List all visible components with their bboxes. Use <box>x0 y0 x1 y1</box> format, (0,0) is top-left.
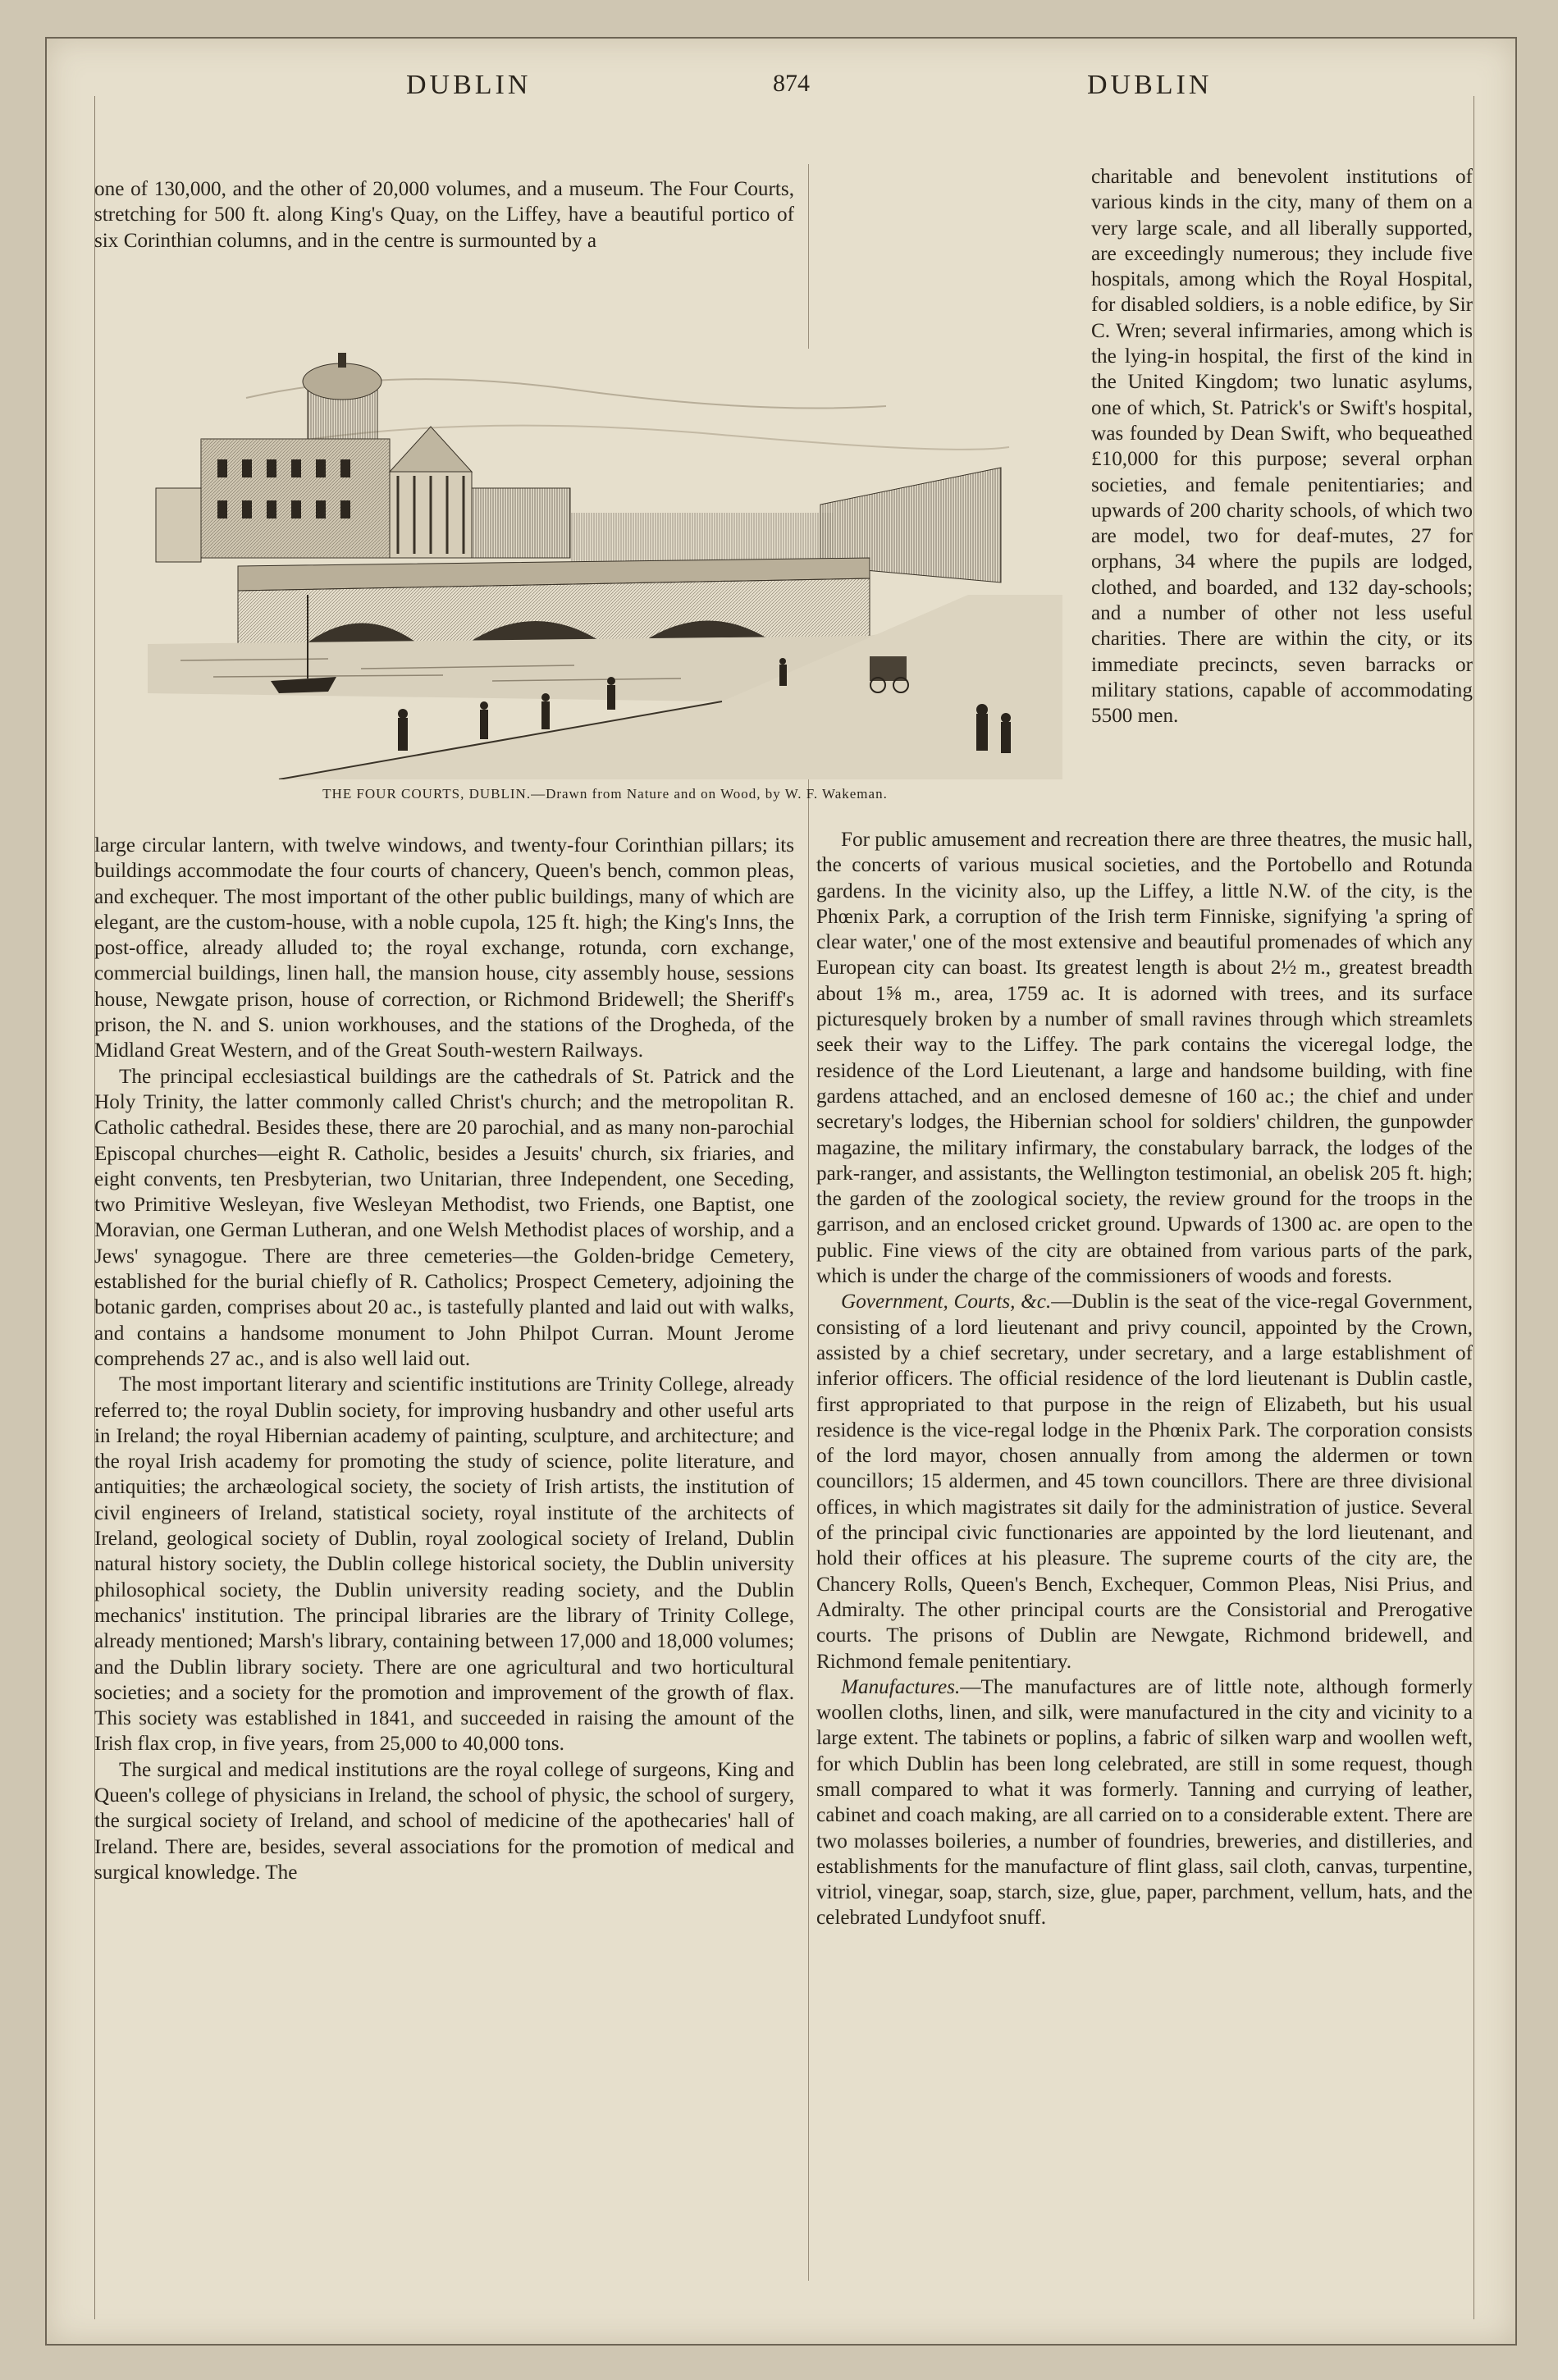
left-paragraph-4: The surgical and medical institutions are the royal college of surgeons, King and Queen's college of physicians in Ireland, the school of physic, the school of surgery, the surgical society of Ireland, and school of medicine of the apothecaries' hall of Ireland. There are, besides, several associations for the promotion of medical and surgical knowledge. The <box>94 1758 794 1884</box>
running-header <box>123 70 1452 127</box>
right-paragraph-2 <box>816 1289 1473 1674</box>
left-column-main <box>94 833 794 2293</box>
caption-title: THE FOUR COURTS, DUBLIN. <box>322 786 532 802</box>
header-left-title: DUBLIN <box>406 70 532 100</box>
right-top-text: charitable and benevolent institutions of various kinds in the city, many of them on a very large scale, and all liberally supported, are exceedingly numerous; they include five hospitals, among which the Royal Hospital, for disabled soldiers, is a noble edifice, by Sir C. Wren; several infirmaries, among which is the lying-in hospital, the first of the kind in the United Kingdom; two lunatic asylums, one of which, St. Patrick's or Swift's hospital, was founded by Dean Swift, who bequeathed £10,000 for this purpose; several orphan societies, and female penitentiaries; and upwards of 200 charity schools, of which two are model, two for deaf-mutes, 27 for orphans, 34 where the pupils are lodged, clothed, and boarded, and 132 day-schools; and a number of other not less useful charities. There are within the city, or its immediate precincts, seven barracks or military stations, capable of accommodating 5500 men. <box>1091 166 1473 728</box>
government-heading: Government, Courts, &c. <box>841 1290 1052 1313</box>
right-column-top <box>816 164 1473 825</box>
government-text: —Dublin is the seat of the vice-regal Government, consisting of a lord lieutenant and privy council, appointed by the Crown, assisted by a chief secretary, under secretary, and a large establishment of inferior officers. The official residence of the lord lieutenant is Dublin castle, first appropriated to that purpose in the reign of Elizabeth, but his usual residence is the vice-regal lodge in the Phœnix Park. The corporation consists of the lord mayor, chosen annually from among the aldermen or town councillors; 15 aldermen, and 45 town councillors. There are three divisional offices, in which magistrates sit daily for the administration of justice. Several of the principal civic functionaries are appointed by the lord lieutenant, and hold their offices at his pleasure. The supreme courts of the city are, the Chancery Rolls, Queen's Bench, Exchequer, Common Pleas, Nisi Prius, and Admiralty. The other principal courts are the Consistorial and Prerogative courts. The prisons of Dublin are Newgate, Richmond bridewell, and Richmond female penitentiary. <box>816 1290 1473 1673</box>
manufactures-heading: Manufactures. <box>841 1675 961 1698</box>
left-top-text: one of 130,000, and the other of 20,000 volumes, and a museum. The Four Courts, stretching for 500 ft. along King's Quay, on the Liffey, have a beautiful portico of six Corinthian columns, and in the centre is surmounted by a <box>94 178 794 252</box>
left-paragraph-3: The most important literary and scientific institutions are Trinity College, already referred to; the royal Dublin society, for improving husbandry and other useful arts in Ireland; the royal Hibernian academy of painting, sculpture, and architecture; and the royal Irish academy for promoting the study of science, polite literature, and antiquities; the archæological society, the society of Irish artists, the institution of civil engineers of Ireland, statistical society, royal institute of the architects of Ireland, geological society of Dublin, royal zoological society of Ireland, Dublin natural history society, the Dublin college historical society, the Dublin university philosophical society, the Dublin university reading society, and the Dublin mechanics' institution. The principal libraries are the library of Trinity College, already mentioned; Marsh's library, containing between 17,000 and 18,000 volumes; and the Dublin library society. There are one agricultural and two horticultural societies; and a society for the promotion and improvement of the growth of flax. This society was established in 1841, and succeeded in raising the amount of the Irish flax crop, in five years, from 25,000 to 40,000 tons. <box>94 1373 794 1756</box>
left-column-top <box>94 176 794 340</box>
figure-wrap-space <box>816 254 1091 825</box>
right-paragraph-3 <box>816 1674 1473 1931</box>
caption-credit: —Drawn from Nature and on Wood, by W. F. Wakeman. <box>531 786 888 802</box>
right-column-main <box>816 827 1473 2283</box>
manufactures-text: —The manufactures are of little note, although formerly woollen cloths, linen, and silk, were manufactured in the city and vicinity to a large extent. The tabinets or poplins, a fabric of silken warp and woollen weft, for which Dublin has been long celebrated, are still in some request, though small compared to what it was formerly. Tanning and currying of leather, cabinet and coach making, are all carried on to a considerable extent. There are two molasses boileries, a number of foundries, breweries, and distilleries, and establishments for the manufacture of flint glass, sail cloth, canvas, turpentine, vitriol, vinegar, soap, starch, size, glue, paper, parchment, vellum, hats, and the celebrated Lundyfoot snuff. <box>816 1675 1473 1930</box>
left-paragraph-2: The principal ecclesiastical buildings are the cathedrals of St. Patrick and the Holy Trinity, the latter commonly called Christ's church; and the metropolitan R. Catholic cathedral. Besides these, there are 20 parochial, and as many non-parochial Episcopal churches—eight R. Catholic, besides a Jesuits' church, six friaries, and eight convents, ten Presbyterian, two Unitarian, three Independent, one Seceding, two Primitive Wesleyan, five Wesleyan Methodist, two Friends, one Baptist, one Moravian, one German Lutheran, and one Welsh Methodist places of worship, and a Jews' synagogue. There are three cemeteries—the Golden-bridge Cemetery, established for the burial chiefly of R. Catholics; Prospect Cemetery, adjoining the botanic garden, comprises about 20 ac., is tastefully planted and laid out with walks, and contains a handsome monument to John Philpot Curran. Mount Jerome comprehends 27 ac., and is also well laid out. <box>94 1065 794 1370</box>
left-paragraph-1: large circular lantern, with twelve windows, and twenty-four Corinthian pillars; its buildings accommodate the four courts of chancery, Queen's bench, common pleas, and exchequer. The most important of the other public buildings, many of which are elegant, are the custom-house, with a noble cupola, 125 ft. high; the King's Inns, the post-office, already alluded to; the royal exchange, rotunda, corn exchange, commercial buildings, linen hall, the mansion house, city assembly house, sessions house, Newgate prison, house of correction, or Richmond Bridewell; the Sheriff's prison, the N. and S. union workhouses, and the stations of the Drogheda, of the Midland Great Western, and of the Great South-western Railways. <box>94 834 794 1062</box>
right-paragraph-1: For public amusement and recreation there are three theatres, the music hall, the concerts of various musical societies, and the Portobello and Rotunda gardens. In the vicinity also, up the Liffey, a little N.W. of the city, is the Phœnix Park, a corruption of the Irish term Finniske, signifying 'a spring of clear water,' one of the most extensive and beautiful promenades of which any European city can boast. Its greatest length is about 2½ m., greatest breadth about 1⅝ m., area, 1759 ac. It is adorned with trees, and its surface picturesquely broken by a number of small ravines through which streamlets seek their way to the Liffey. The park contains the viceregal lodge, the residence of the Lord Lieutenant, a large and handsome building, with fine gardens attached, and an enclosed demesne of 160 ac.; the chief and under secretary's lodges, the Hibernian school for soldiers' children, the gunpowder magazine, the military infirmary, the constabulary barrack, the lodges of the park-ranger, and assistants, the Wellington testimonial, an obelisk 205 ft. high; the garden of the zoological society, the review ground for the troops in the garrison, and an enclosed cricket ground. Upwards of 1300 ac. are open to the public. Fine views of the city are obtained from various parts of the park, which is under the charge of the commissioners of woods and forests. <box>816 829 1473 1288</box>
header-right-title: DUBLIN <box>1087 70 1213 100</box>
page-number: 874 <box>773 70 810 97</box>
